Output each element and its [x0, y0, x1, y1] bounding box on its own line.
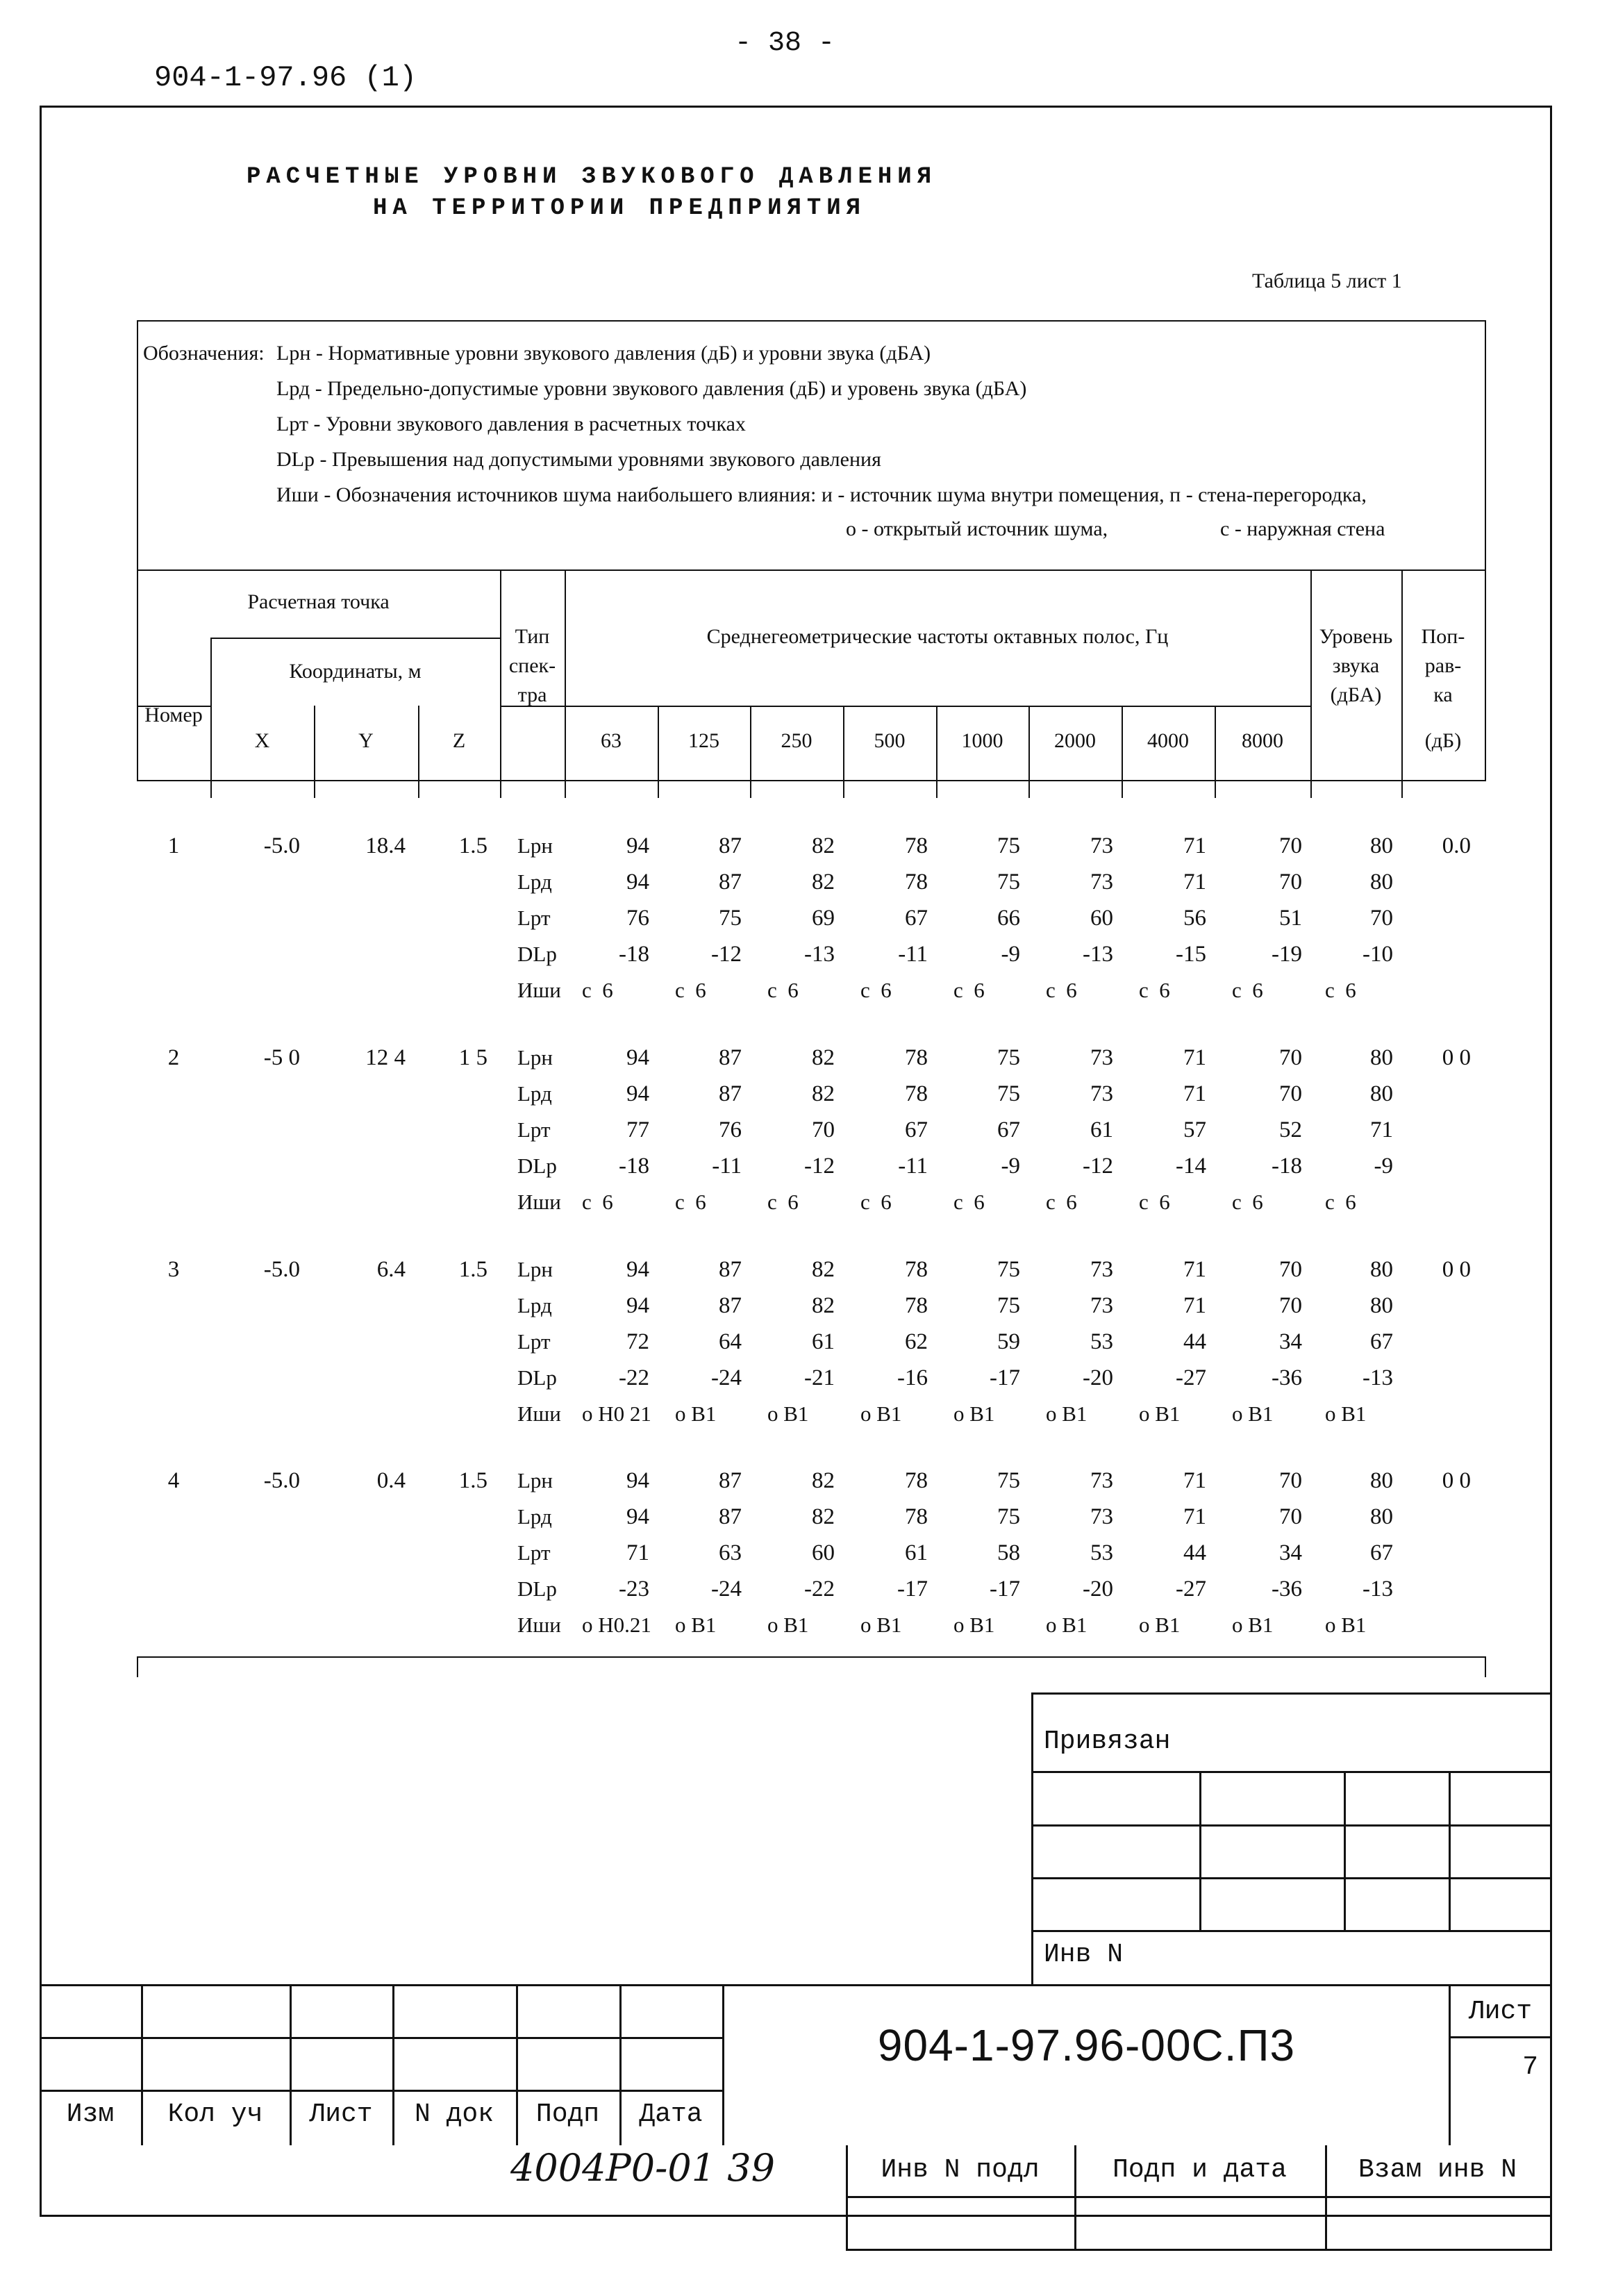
level-value: -23 [619, 1577, 649, 1602]
spectrum-label: Lрд [517, 1081, 552, 1106]
level-value: -9 [1001, 1154, 1020, 1179]
level-value: -22 [619, 1365, 649, 1390]
level-value: -12 [804, 1154, 835, 1179]
level-value: 94 [626, 870, 649, 895]
level-value: -36 [1272, 1365, 1302, 1390]
spectrum-label: Иши [517, 1613, 561, 1637]
header-freq-8000: 8000 [1242, 729, 1283, 752]
column-label-document: N док [414, 2099, 494, 2129]
spectrum-label: Иши [517, 1401, 561, 1426]
noise-source: с 6 [675, 978, 706, 1002]
level-value: 70 [1279, 833, 1302, 858]
spectrum-label: Lрн [517, 1257, 553, 1281]
header-number: Номер [144, 704, 203, 726]
level-value: 53 [1090, 1329, 1113, 1354]
noise-source: о В1 [1139, 1401, 1181, 1426]
level-value: 51 [1279, 906, 1302, 931]
header-freq-125: 125 [688, 729, 719, 752]
level-value: -9 [1001, 942, 1020, 967]
header-correction-1: Поп- [1421, 625, 1465, 648]
level-value: 70 [1279, 1257, 1302, 1282]
inventory-original-label: Инв N подл [881, 2155, 1040, 2185]
level-value: -9 [1374, 1154, 1393, 1179]
level-value: 78 [905, 1504, 928, 1529]
replacement-inventory-label: Взам инв N [1358, 2155, 1517, 2185]
level-value: 87 [719, 1081, 742, 1106]
noise-source: о В1 [1232, 1613, 1274, 1637]
level-value: 78 [905, 870, 928, 895]
level-value: 80 [1370, 1468, 1393, 1493]
level-value: 80 [1370, 870, 1393, 895]
level-value: 63 [719, 1540, 742, 1565]
header-spectrum-2: спек- [508, 654, 556, 677]
coord-x: -5.0 [263, 833, 300, 858]
level-value: 73 [1090, 1257, 1113, 1282]
noise-source: с 6 [1046, 978, 1077, 1002]
level-value: 78 [905, 1468, 928, 1493]
level-value: 75 [997, 1257, 1020, 1282]
legend-line: Lрн - Нормативные уровни звукового давления (дБ) и уровни звука (дБА) [276, 342, 931, 365]
header-y: Y [358, 729, 374, 752]
level-value: 67 [997, 1117, 1020, 1142]
level-value: 70 [1279, 1081, 1302, 1106]
level-value: 70 [1279, 870, 1302, 895]
level-value: -18 [619, 942, 649, 967]
noise-source: о В1 [675, 1613, 717, 1637]
level-value: 70 [1279, 1504, 1302, 1529]
row-number: 4 [167, 1468, 180, 1493]
level-value: 78 [905, 1293, 928, 1318]
column-label-sheet: Лист [309, 2099, 373, 2129]
level-value: 72 [626, 1329, 649, 1354]
table-reference: Таблица 5 лист 1 [1252, 269, 1402, 292]
correction-value: 0 0 [1442, 1045, 1471, 1070]
level-value: 75 [997, 870, 1020, 895]
level-value: -11 [712, 1154, 742, 1179]
level-value: 87 [719, 1468, 742, 1493]
noise-source: с 6 [1139, 1190, 1170, 1214]
noise-source: о Н0 21 [582, 1401, 651, 1426]
level-value: 60 [1090, 906, 1113, 931]
level-value: 70 [1279, 1293, 1302, 1318]
noise-source: о В1 [767, 1613, 809, 1637]
level-value: 67 [905, 1117, 928, 1142]
level-value: 82 [812, 1468, 835, 1493]
level-value: 67 [1370, 1329, 1393, 1354]
noise-source: о В1 [1046, 1613, 1088, 1637]
level-value: 82 [812, 833, 835, 858]
level-value: 56 [1183, 906, 1206, 931]
level-value: 73 [1090, 1293, 1113, 1318]
coord-x: -5.0 [263, 1468, 300, 1493]
level-value: -22 [804, 1577, 835, 1602]
noise-source: с 6 [953, 1190, 985, 1214]
level-value: -15 [1176, 942, 1206, 967]
level-value: -17 [990, 1577, 1020, 1602]
level-value: 80 [1370, 833, 1393, 858]
level-value: 75 [997, 1045, 1020, 1070]
level-value: 60 [812, 1540, 835, 1565]
level-value: 44 [1183, 1329, 1206, 1354]
noise-source: с 6 [860, 978, 892, 1002]
noise-source: о В1 [1046, 1401, 1088, 1426]
sheet-label: Лист [1468, 1997, 1533, 2027]
noise-source: с 6 [1232, 1190, 1263, 1214]
level-value: -27 [1176, 1577, 1206, 1602]
spectrum-label: DLр [517, 1577, 557, 1601]
noise-source: с 6 [767, 1190, 799, 1214]
level-value: 71 [1183, 1045, 1206, 1070]
level-value: -24 [711, 1577, 742, 1602]
noise-source: с 6 [1325, 978, 1356, 1002]
level-value: 69 [812, 906, 835, 931]
level-value: 73 [1090, 1468, 1113, 1493]
spectrum-label: Lрт [517, 906, 551, 930]
coord-y: 12 4 [365, 1045, 406, 1070]
column-label-signature: Подп [535, 2099, 600, 2129]
correction-value: 0.0 [1442, 833, 1471, 858]
column-label-change: Изм [66, 2099, 115, 2129]
level-value: 80 [1370, 1257, 1393, 1282]
level-value: 71 [1183, 870, 1206, 895]
noise-source: о В1 [767, 1401, 809, 1426]
level-value: 73 [1090, 1504, 1113, 1529]
level-value: 75 [997, 1081, 1020, 1106]
level-value: 94 [626, 1504, 649, 1529]
noise-source: с 6 [1139, 978, 1170, 1002]
header-correction-2: рав- [1424, 654, 1462, 677]
spectrum-label: DLр [517, 1365, 557, 1390]
noise-source: с 6 [582, 1190, 613, 1214]
spectrum-label: Lрд [517, 1293, 552, 1317]
header-level-3: (дБА) [1330, 683, 1382, 706]
noise-source: о Н0.21 [582, 1613, 651, 1637]
noise-source: с 6 [860, 1190, 892, 1214]
noise-source: с 6 [675, 1190, 706, 1214]
level-value: 87 [719, 870, 742, 895]
noise-source: о В1 [953, 1401, 995, 1426]
noise-source: с 6 [1046, 1190, 1077, 1214]
row-number: 1 [167, 833, 180, 858]
level-value: -20 [1083, 1577, 1113, 1602]
header-level-1: Уровень [1319, 625, 1393, 648]
level-value: -19 [1272, 942, 1302, 967]
level-value: -36 [1272, 1577, 1302, 1602]
spectrum-label: DLр [517, 1154, 557, 1178]
level-value: 87 [719, 1045, 742, 1070]
row-number: 2 [167, 1045, 180, 1070]
level-value: 94 [626, 1081, 649, 1106]
level-value: 62 [905, 1329, 928, 1354]
level-value: 94 [626, 1293, 649, 1318]
noise-source: с 6 [582, 978, 613, 1002]
level-value: -16 [897, 1365, 928, 1390]
header-freq-250: 250 [781, 729, 812, 752]
coord-x: -5 0 [263, 1045, 300, 1070]
legend-prefix: Обозначения: [143, 342, 265, 365]
noise-source: о В1 [1325, 1613, 1367, 1637]
level-value: -20 [1083, 1365, 1113, 1390]
level-value: 70 [1370, 906, 1393, 931]
level-value: -13 [1362, 1365, 1393, 1390]
column-label-date: Дата [639, 2099, 703, 2129]
level-value: 82 [812, 1045, 835, 1070]
level-value: 75 [997, 1293, 1020, 1318]
noise-source: о В1 [675, 1401, 717, 1426]
level-value: 71 [1183, 1257, 1206, 1282]
noise-source: о В1 [1325, 1401, 1367, 1426]
row-number: 3 [167, 1257, 180, 1282]
header-x: X [254, 729, 270, 752]
coord-y: 18.4 [365, 833, 406, 858]
level-value: 80 [1370, 1504, 1393, 1529]
level-value: -13 [804, 942, 835, 967]
level-value: 52 [1279, 1117, 1302, 1142]
level-value: 77 [626, 1117, 649, 1142]
level-value: 94 [626, 1468, 649, 1493]
header-spectrum-1: Тип [515, 625, 550, 648]
noise-source: о В1 [1139, 1613, 1181, 1637]
level-value: 82 [812, 1504, 835, 1529]
level-value: 59 [997, 1329, 1020, 1354]
document-cipher: 904-1-97.96-00С.П3 [877, 2020, 1296, 2070]
legend-line: Lрд - Предельно-допустимые уровни звукового давления (дБ) и уровень звука (дБА) [276, 377, 1027, 400]
level-value: 57 [1183, 1117, 1206, 1142]
legend-line: с - наружная стена [1220, 517, 1385, 540]
header-frequency-title: Среднегеометрические частоты октавных полос, Гц [706, 625, 1169, 648]
level-value: 82 [812, 1081, 835, 1106]
header-freq-63: 63 [601, 729, 622, 752]
level-value: 76 [719, 1117, 742, 1142]
legend-line: о - открытый источник шума, [846, 517, 1108, 540]
level-value: 82 [812, 1257, 835, 1282]
level-value: -21 [804, 1365, 835, 1390]
level-value: -27 [1176, 1365, 1206, 1390]
level-value: 80 [1370, 1293, 1393, 1318]
level-value: 53 [1090, 1540, 1113, 1565]
level-value: 44 [1183, 1540, 1206, 1565]
spectrum-label: Lрт [517, 1329, 551, 1354]
level-value: 75 [719, 906, 742, 931]
level-value: 78 [905, 1081, 928, 1106]
level-value: -24 [711, 1365, 742, 1390]
coord-x: -5.0 [263, 1257, 300, 1282]
coord-y: 0.4 [376, 1468, 406, 1493]
level-value: 73 [1090, 1045, 1113, 1070]
header-correction-4: (дБ) [1424, 729, 1462, 752]
noise-source: о В1 [860, 1613, 902, 1637]
legend-line: DLр - Превышения над допустимыми уровнями звукового давления [276, 448, 881, 471]
level-value: -12 [711, 942, 742, 967]
level-value: 73 [1090, 1081, 1113, 1106]
level-value: -14 [1176, 1154, 1206, 1179]
correction-value: 0 0 [1442, 1257, 1471, 1282]
correction-value: 0 0 [1442, 1468, 1471, 1493]
level-value: 80 [1370, 1081, 1393, 1106]
header-freq-500: 500 [874, 729, 906, 752]
level-value: 34 [1279, 1329, 1302, 1354]
table-title-line1: РАСЧЕТНЫЕ УРОВНИ ЗВУКОВОГО ДАВЛЕНИЯ [247, 164, 938, 190]
linked-label: Привязан [1044, 1727, 1171, 1756]
spectrum-label: Lрт [517, 1540, 551, 1565]
level-value: 70 [812, 1117, 835, 1142]
handwritten-number: 4004Р0-01 39 [510, 2146, 775, 2190]
sheet-number: 7 [1522, 2052, 1538, 2082]
level-value: 58 [997, 1540, 1020, 1565]
level-value: 73 [1090, 870, 1113, 895]
level-value: 82 [812, 1293, 835, 1318]
header-correction-3: ка [1433, 683, 1453, 706]
level-value: 94 [626, 1257, 649, 1282]
level-value: 73 [1090, 833, 1113, 858]
spectrum-label: DLр [517, 942, 557, 966]
coord-z: 1.5 [458, 1257, 488, 1282]
level-value: 67 [905, 906, 928, 931]
level-value: 87 [719, 833, 742, 858]
document-code: 904-1-97.96 (1) [154, 61, 417, 94]
level-value: 67 [1370, 1540, 1393, 1565]
level-value: 78 [905, 1045, 928, 1070]
level-value: -11 [898, 1154, 928, 1179]
level-value: 70 [1279, 1468, 1302, 1493]
level-value: -10 [1362, 942, 1393, 967]
level-value: 87 [719, 1257, 742, 1282]
level-value: 75 [997, 833, 1020, 858]
header-calc-point: Расчетная точка [247, 590, 390, 613]
header-level-2: звука [1332, 654, 1380, 677]
level-value: 34 [1279, 1540, 1302, 1565]
level-value: 66 [997, 906, 1020, 931]
level-value: 71 [1183, 1468, 1206, 1493]
noise-source: о В1 [860, 1401, 902, 1426]
level-value: -13 [1083, 942, 1113, 967]
level-value: -18 [619, 1154, 649, 1179]
level-value: 87 [719, 1504, 742, 1529]
signature-date-label: Подп и дата [1112, 2155, 1287, 2185]
level-value: 71 [1370, 1117, 1393, 1142]
spectrum-label: Lрт [517, 1117, 551, 1142]
level-value: -11 [898, 942, 928, 967]
header-spectrum-3: тра [517, 683, 547, 706]
level-value: 78 [905, 1257, 928, 1282]
level-value: 80 [1370, 1045, 1393, 1070]
level-value: 75 [997, 1504, 1020, 1529]
legend-line: Иши - Обозначения источников шума наибольшего влияния: и - источник шума внутри помещения, п - стена-перегородка, [276, 483, 1367, 506]
inventory-number-label: Инв N [1044, 1940, 1124, 1970]
table-title-line2: НА ТЕРРИТОРИИ ПРЕДПРИЯТИЯ [373, 195, 867, 222]
level-value: 87 [719, 1293, 742, 1318]
level-value: -17 [897, 1577, 928, 1602]
level-value: 70 [1279, 1045, 1302, 1070]
coord-y: 6.4 [376, 1257, 406, 1282]
level-value: 71 [1183, 1081, 1206, 1106]
coord-z: 1.5 [458, 1468, 488, 1493]
noise-source: о В1 [1232, 1401, 1274, 1426]
level-value: 61 [905, 1540, 928, 1565]
spectrum-label: Lрн [517, 833, 553, 858]
spectrum-label: Lрд [517, 870, 552, 894]
page-number: - 38 - [734, 28, 835, 59]
spectrum-label: Lрн [517, 1045, 553, 1070]
level-value: -12 [1083, 1154, 1113, 1179]
level-value: 61 [812, 1329, 835, 1354]
noise-source: с 6 [953, 978, 985, 1002]
header-freq-1000: 1000 [961, 729, 1003, 752]
noise-source: с 6 [767, 978, 799, 1002]
column-label-quantity: Кол уч [167, 2099, 263, 2129]
level-value: 76 [626, 906, 649, 931]
header-z: Z [452, 729, 466, 752]
spectrum-label: Lрд [517, 1504, 552, 1529]
level-value: 94 [626, 833, 649, 858]
noise-source: с 6 [1325, 1190, 1356, 1214]
level-value: 71 [1183, 1293, 1206, 1318]
spectrum-label: Иши [517, 978, 561, 1002]
level-value: -17 [990, 1365, 1020, 1390]
level-value: 64 [719, 1329, 742, 1354]
level-value: 71 [626, 1540, 649, 1565]
level-value: 75 [997, 1468, 1020, 1493]
level-value: 71 [1183, 833, 1206, 858]
spectrum-label: Иши [517, 1190, 561, 1214]
noise-source: с 6 [1232, 978, 1263, 1002]
noise-source: о В1 [953, 1613, 995, 1637]
level-value: 71 [1183, 1504, 1206, 1529]
header-freq-2000: 2000 [1054, 729, 1096, 752]
spectrum-label: Lрн [517, 1468, 553, 1492]
level-value: 82 [812, 870, 835, 895]
legend-line: Lрт - Уровни звукового давления в расчетных точках [276, 413, 746, 435]
header-freq-4000: 4000 [1147, 729, 1189, 752]
level-value: -13 [1362, 1577, 1393, 1602]
header-coordinates: Координаты, м [289, 660, 422, 683]
coord-z: 1 5 [458, 1045, 488, 1070]
level-value: -18 [1272, 1154, 1302, 1179]
table-bottom-line [137, 1656, 1486, 1658]
level-value: 78 [905, 833, 928, 858]
level-value: 94 [626, 1045, 649, 1070]
level-value: 61 [1090, 1117, 1113, 1142]
coord-z: 1.5 [458, 833, 488, 858]
